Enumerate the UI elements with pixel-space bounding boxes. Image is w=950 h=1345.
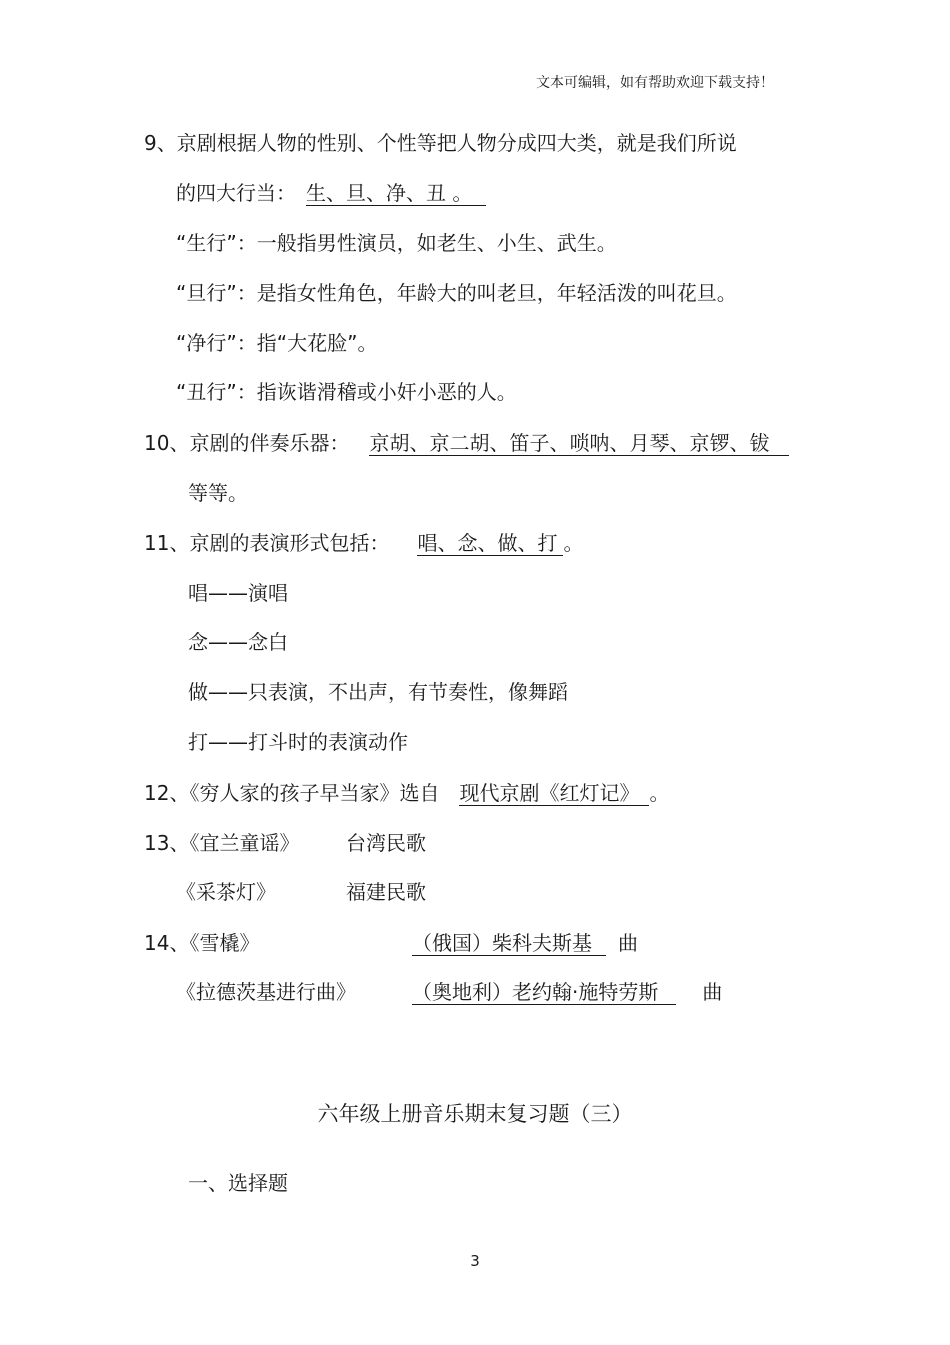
section-title: 六年级上册音乐期末复习题（三）: [317, 1102, 633, 1126]
q12-answer: 现代京剧《红灯记》: [459, 781, 649, 806]
q9-answer: 生、旦、净、丑 。: [306, 181, 486, 206]
q10-answer: 京胡、京二胡、笛子、唢呐、月琴、京锣、钹: [369, 431, 789, 456]
q9-prefix: 的四大行当：: [176, 181, 296, 205]
q12-line: [144, 780, 669, 806]
q14-row1-title: 14、《雪橇》: [144, 931, 260, 955]
q9-line2: [176, 180, 486, 206]
q11-item-da: 打——打斗时的表演动作: [188, 730, 408, 754]
subsection-heading: 一、选择题: [188, 1171, 288, 1195]
q13-row1-origin: 台湾民歌: [346, 831, 426, 855]
q9-item-sheng: “生行”：一般指男性演员，如老生、小生、武生。: [176, 231, 617, 255]
q10-prefix: 10、京剧的伴奏乐器：: [144, 431, 350, 455]
q9-item-chou: “丑行”：指诙谐滑稽或小奸小恶的人。: [176, 380, 517, 404]
q9-item-dan: “旦行”：是指女性角色，年龄大的叫老旦，年轻活泼的叫花旦。: [176, 281, 737, 305]
q14-row1-answer: （俄国）柴科夫斯基: [412, 931, 606, 956]
q10-line1: [144, 430, 789, 456]
q14-row1-composer: [412, 930, 638, 956]
q13-row1-title: 13、《宜兰童谣》: [144, 831, 300, 855]
q11-prefix: 11、京剧的表演形式包括：: [144, 531, 390, 555]
q12-prefix: 12、《穷人家的孩子早当家》选自: [144, 781, 440, 805]
q14-row1-suffix: 曲: [618, 931, 638, 955]
q11-suffix: 。: [563, 531, 584, 555]
q14-row2-title: 《拉德茨基进行曲》: [176, 980, 356, 1004]
q11-item-zuo: 做——只表演，不出声，有节奏性，像舞蹈: [188, 680, 568, 704]
q9-line1: 9、京剧根据人物的性别、个性等把人物分成四大类，就是我们所说: [144, 131, 737, 155]
page-number: 3: [470, 1252, 480, 1270]
q11-item-chang: 唱——演唱: [188, 581, 288, 605]
q14-row2-composer: [412, 979, 722, 1005]
page-header: 文本可编辑，如有帮助欢迎下载支持！: [536, 75, 774, 91]
q12-suffix: 。: [649, 781, 670, 805]
q9-item-jing: “净行”：指“大花脸”。: [176, 331, 378, 355]
q13-row2-origin: 福建民歌: [346, 880, 426, 904]
q13-row2-title: 《采茶灯》: [176, 880, 276, 904]
q11-answer: 唱、念、做、打: [417, 531, 563, 556]
q11-item-nian: 念——念白: [188, 630, 288, 654]
q14-row2-suffix: 曲: [702, 980, 723, 1004]
q11-line1: [144, 530, 583, 556]
q14-row2-answer: （奥地利）老约翰·施特劳斯: [412, 980, 676, 1005]
q10-line2: 等等。: [188, 481, 248, 505]
